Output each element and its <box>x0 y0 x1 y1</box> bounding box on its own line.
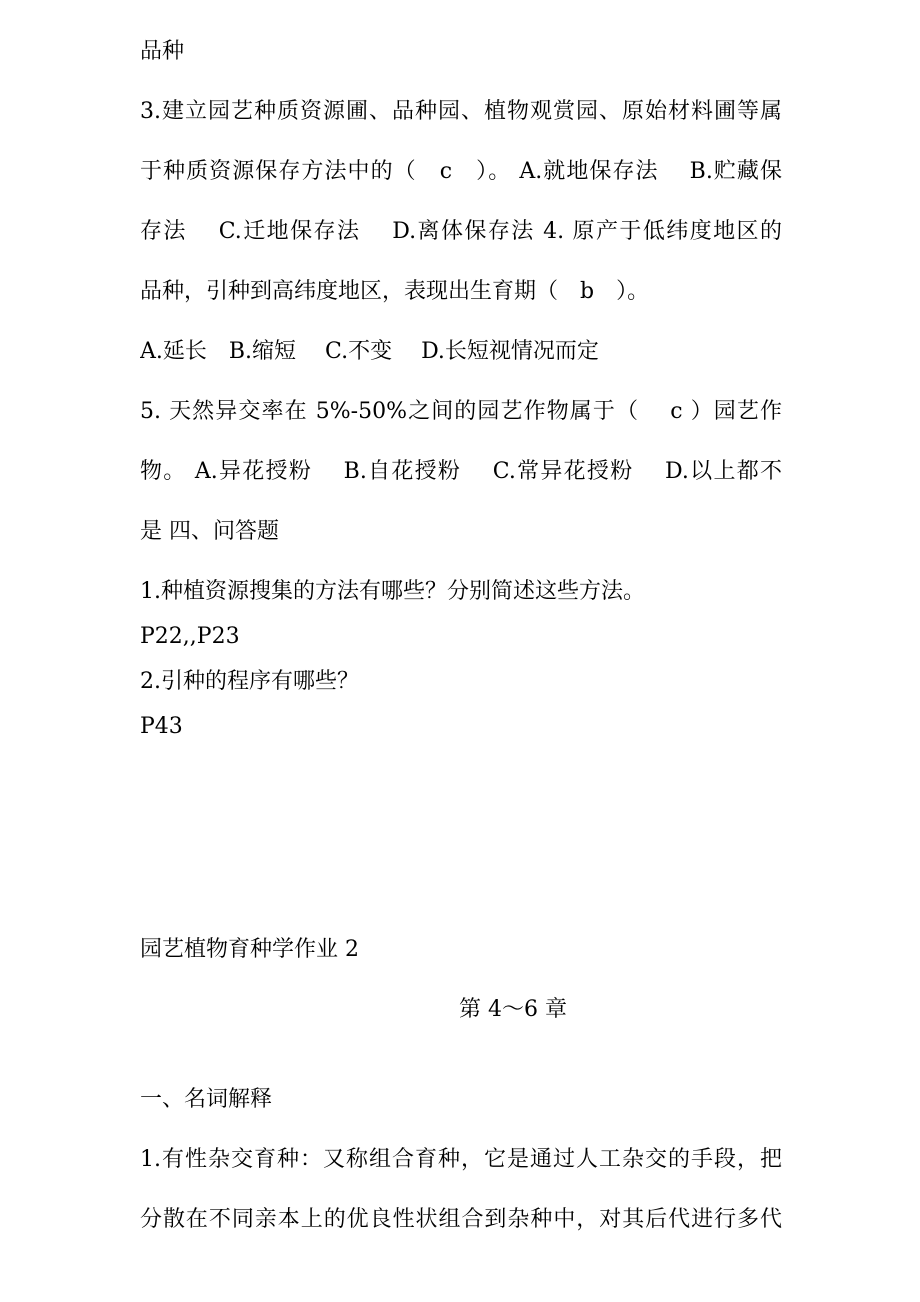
section-heading-qa: 是 四、问答题 <box>140 519 279 544</box>
question-5-options-line: 物。 A.异花授粉 B.自花授粉 C.常异花授粉 D.以上都不 <box>140 459 782 484</box>
chapter-heading: 第 4～6 章 <box>459 997 567 1022</box>
question-3-line: 3.建立园艺种质资源圃、品种园、植物观赏园、原始材料圃等属 <box>140 99 782 124</box>
question-3-options-line: 于种质资源保存方法中的（ c ）。 A.就地保存法 B.贮藏保 <box>140 159 782 184</box>
term-1-continued-line: 分散在不同亲本上的优良性状组合到杂种中，对其后代进行多代 <box>140 1207 782 1232</box>
question-4-line: 存法 C.迁地保存法 D.离体保存法 4. 原产于低纬度地区的 <box>140 219 782 244</box>
qa-answer-2: P43 <box>140 714 183 739</box>
question-5-line: 5. 天然异交率在 5%-50%之间的园艺作物属于（ c ）园艺作 <box>140 399 782 424</box>
text-line: 品种 <box>140 39 185 64</box>
section-heading-terms: 一、名词解释 <box>140 1087 273 1112</box>
qa-answer-1: P22,,P23 <box>140 624 240 649</box>
qa-question-2: 2.引种的程序有哪些？ <box>140 669 359 694</box>
question-4-continued-line: 品种，引种到高纬度地区，表现出生育期（ b ）。 <box>140 279 650 304</box>
term-1-line: 1.有性杂交育种：又称组合育种，它是通过人工杂交的手段，把 <box>140 1147 782 1172</box>
question-4-options-line: A.延长 B.缩短 C.不变 D.长短视情况而定 <box>140 339 599 364</box>
qa-question-1: 1.种植资源搜集的方法有哪些？分别简述这些方法。 <box>140 579 645 604</box>
assignment-title: 园艺植物育种学作业 2 <box>140 937 359 962</box>
